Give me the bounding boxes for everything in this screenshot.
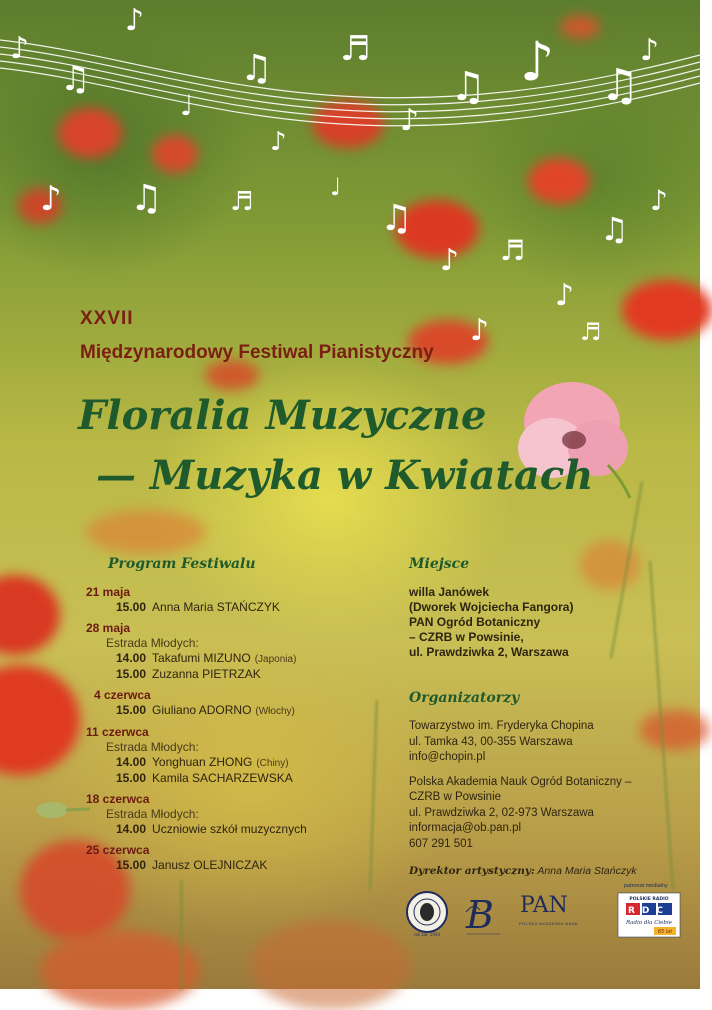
poppy-blob — [205, 360, 259, 390]
svg-text:♫: ♫ — [240, 48, 273, 89]
organizer-line: Polska Akademia Nauk Ogród Botaniczny – — [409, 775, 632, 788]
svg-text:B: B — [466, 893, 494, 937]
svg-text:♬: ♬ — [230, 187, 254, 217]
svg-text:♪: ♪ — [650, 184, 668, 217]
radio-years: 65 lat — [657, 929, 673, 935]
edition-number: XXVII — [80, 308, 134, 329]
radio-code: RDC — [627, 906, 671, 916]
program-date: 21 maja — [86, 585, 131, 599]
svg-text:♪: ♪ — [400, 103, 420, 138]
organizer-email: informacja@ob.pan.pl — [409, 822, 522, 834]
chopin-society-seal-logo — [404, 890, 450, 938]
title-line-2: — Muzyka w Kwiatach — [96, 452, 594, 499]
grass-stem — [180, 880, 183, 990]
venue-line: ul. Prawdziwka 2, Warszawa — [409, 645, 569, 659]
venue-line: willa Janówek — [409, 585, 490, 599]
title-line-1: Floralia Muzyczne — [78, 392, 487, 439]
organizer-line: ul. Tamka 43, 00-355 Warszawa — [409, 735, 573, 748]
svg-text:♫: ♫ — [450, 64, 486, 110]
svg-text:♫: ♫ — [600, 60, 640, 111]
svg-text:♫: ♫ — [60, 59, 91, 99]
venue-heading: Miejsce — [409, 556, 470, 572]
poppy-blob — [0, 665, 80, 775]
program-date: 28 maja — [86, 621, 131, 635]
program-day — [86, 688, 376, 719]
performer-country: (Włochy) — [255, 706, 295, 717]
svg-text:♬: ♬ — [340, 29, 371, 69]
organizer-phone: 607 291 501 — [409, 837, 473, 850]
svg-text:♪: ♪ — [125, 3, 145, 38]
program-day — [86, 792, 376, 837]
performance — [86, 755, 376, 771]
performer-name: Takafumi MIZUNO — [152, 651, 251, 665]
festival-name: Międzynarodowy Festiwal Pianistyczny — [80, 342, 434, 363]
svg-text:♪: ♪ — [520, 30, 555, 93]
organizers-list — [409, 719, 631, 852]
performance-time: 14.00 — [116, 822, 147, 836]
pan-logo: PAN — [520, 893, 568, 918]
program-heading: Program Festiwalu — [108, 556, 256, 572]
performance — [86, 667, 376, 682]
svg-text:♫: ♫ — [130, 178, 163, 219]
svg-text:♩: ♩ — [180, 89, 194, 122]
performer-name: Yonghuan ZHONG — [152, 755, 253, 769]
performance — [86, 822, 376, 837]
artistic-director — [409, 865, 637, 877]
venue-address — [409, 585, 573, 660]
performance-time: 15.00 — [116, 858, 147, 872]
organizer-line: Towarzystwo im. Fryderyka Chopina — [409, 720, 594, 732]
svg-text:♩: ♩ — [330, 173, 342, 201]
program-day — [86, 585, 376, 615]
venue-line: – CZRB w Powsinie, — [409, 630, 524, 644]
organizers-heading: Organizatorzy — [409, 690, 520, 706]
poppy-blob — [640, 710, 710, 750]
performer-name: Uczniowie szkół muzycznych — [152, 822, 307, 836]
program-date: 18 czerwca — [86, 792, 150, 806]
program-date: 4 czerwca — [94, 688, 151, 702]
svg-text:♫: ♫ — [380, 198, 413, 239]
svg-text:♪: ♪ — [440, 243, 460, 278]
performance-time: 15.00 — [116, 600, 147, 614]
performance-time: 15.00 — [116, 771, 147, 785]
performance — [86, 703, 376, 719]
program-day — [86, 621, 376, 682]
program-date: 25 czerwca — [86, 843, 150, 857]
botanical-garden-b-logo — [460, 892, 506, 938]
performer-name: Kamila SACHARZEWSKA — [152, 771, 293, 785]
program-date: 11 czerwca — [86, 725, 149, 739]
seal-year: rok zał. 1934 — [413, 932, 441, 937]
program-schedule — [86, 585, 376, 873]
svg-text:♪: ♪ — [270, 127, 287, 157]
svg-text:♪: ♪ — [40, 179, 62, 219]
music-staff-illustration — [0, 0, 700, 348]
organizer-line: ul. Prawdziwka 2, 02-973 Warszawa — [409, 806, 594, 819]
svg-text:♫: ♫ — [600, 210, 629, 248]
performance-time: 14.00 — [116, 755, 147, 769]
program-subheading: Estrada Młodych: — [106, 807, 199, 821]
svg-text:♪: ♪ — [640, 33, 660, 68]
svg-text:♬: ♬ — [580, 318, 602, 346]
poppy-blob — [250, 920, 410, 1010]
svg-text:♪: ♪ — [555, 278, 575, 313]
venue-line: PAN Ogród Botaniczny — [409, 615, 541, 629]
performance-time: 15.00 — [116, 667, 147, 681]
performance — [86, 600, 376, 615]
poppy-blob — [0, 575, 60, 655]
program-day — [86, 843, 376, 873]
organizer-email: info@chopin.pl — [409, 751, 486, 763]
radio-tagline: Radio dla Ciebie — [626, 920, 672, 926]
performance-time: 14.00 — [116, 651, 147, 665]
performer-name: Zuzanna PIETRZAK — [152, 667, 261, 681]
program-subheading: Estrada Młodych: — [106, 636, 199, 650]
performer-name: Anna Maria STAŃCZYK — [152, 600, 280, 614]
director-name: Anna Maria Stańczyk — [537, 865, 637, 877]
radio-name: POLSKIE RADIO — [629, 897, 669, 902]
performance-time: 15.00 — [116, 703, 147, 717]
pan-logo-subtitle: POLSKA AKADEMIA NAUK — [519, 921, 579, 926]
media-patron-label: patronat medialny — [624, 883, 668, 889]
venue-line: (Dworek Wojciecha Fangora) — [409, 600, 574, 614]
program-day — [86, 725, 376, 786]
performance — [86, 651, 376, 667]
poppy-blob — [86, 510, 206, 554]
svg-text:♪: ♪ — [470, 313, 490, 348]
flower-bud-illustration — [30, 795, 90, 825]
performer-name: Janusz OLEJNICZAK — [152, 858, 268, 872]
program-subheading: Estrada Młodych: — [106, 740, 199, 754]
organizer-line: CZRB w Powsinie — [409, 791, 502, 803]
performance — [86, 858, 376, 873]
svg-text:♪: ♪ — [10, 31, 30, 66]
performer-country: (Japonia) — [254, 654, 297, 665]
rdc-radio-logo — [618, 893, 680, 937]
director-label: Dyrektor artystyczny: — [409, 865, 535, 877]
performer-country: (Chiny) — [256, 758, 289, 769]
performer-name: Giuliano ADORNO — [152, 703, 252, 717]
svg-text:♬: ♬ — [500, 234, 526, 267]
poppy-blob — [40, 930, 200, 1010]
performance — [86, 771, 376, 786]
